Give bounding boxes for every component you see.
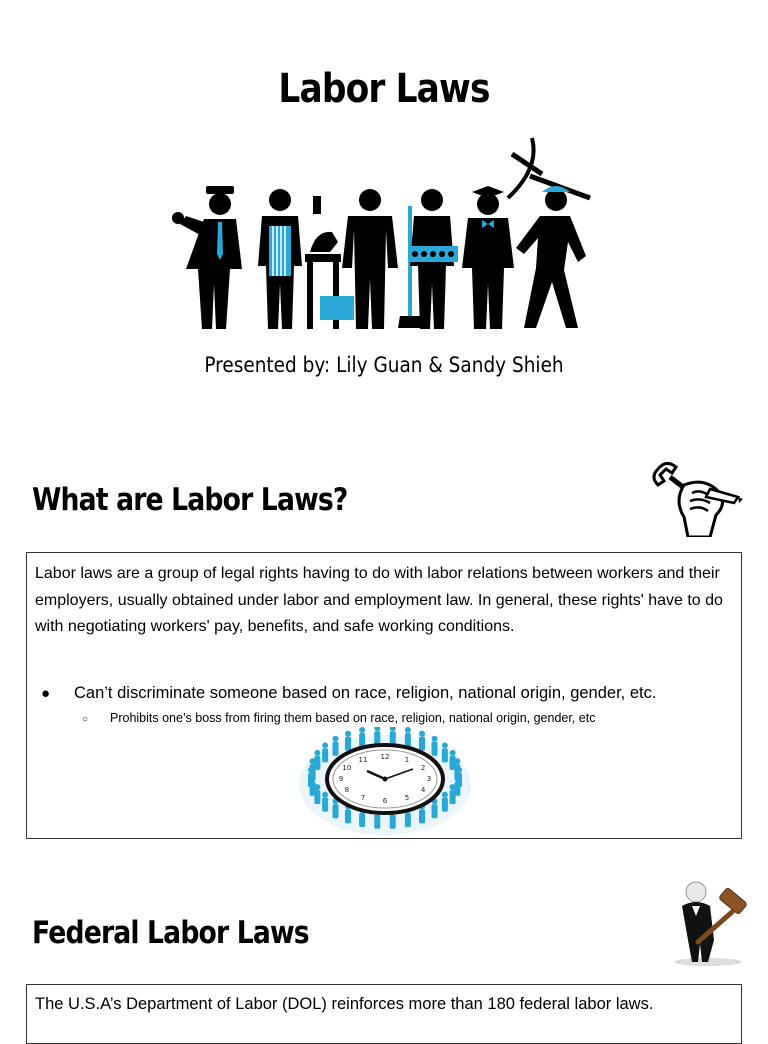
person-figure-head — [450, 784, 456, 790]
person-figure-body — [442, 748, 448, 762]
clock-numeral: 8 — [344, 786, 350, 794]
federal-laws-paragraph: The U.S.A’s Department of Labor (DOL) reinforces more than 180 federal labor laws. — [35, 995, 654, 1013]
clock-with-people-image — [297, 727, 473, 837]
what-are-labor-laws-box — [26, 552, 742, 839]
person-figure-head — [405, 727, 411, 733]
person-figure-body — [322, 798, 328, 812]
bullet-glyph: ● — [41, 685, 51, 702]
clock-numeral: 1 — [404, 755, 410, 764]
person-figure-body — [432, 742, 438, 756]
person-figure-head — [390, 727, 396, 731]
person-figure-body — [359, 733, 365, 747]
federal-labor-laws-box — [26, 984, 742, 1044]
judge-gavel-icon — [668, 880, 750, 968]
person-figure-head — [374, 727, 380, 731]
person-figure-body — [332, 804, 338, 818]
person-figure-head — [322, 742, 328, 748]
presenters-line: Presented by: Lily Guan & Sandy Shieh — [204, 353, 564, 377]
sub-bullet-glyph: ○ — [82, 714, 89, 725]
miner-worker-icon — [508, 138, 590, 328]
person-figure-head — [345, 731, 351, 737]
sub-bullet-text: Prohibits one’s boss from firing them based on race, religion, national origin, gender, etc — [110, 711, 596, 725]
person-figure-head — [432, 736, 438, 742]
wrench-fist-icon — [648, 455, 744, 537]
person-figure-head — [314, 750, 320, 756]
clock-numeral: 12 — [380, 753, 390, 761]
person-figure-head — [450, 750, 456, 756]
person-figure-body — [419, 737, 425, 751]
person-figure-body — [450, 790, 456, 804]
workers-illustration — [170, 134, 600, 329]
clock-numeral: 10 — [342, 764, 352, 772]
person-figure-head — [454, 758, 460, 764]
clock-numeral: 11 — [358, 755, 368, 764]
clock-numeral: 4 — [420, 786, 426, 794]
pilot-worker-icon — [172, 186, 242, 329]
person-figure-head — [442, 792, 448, 798]
person-figure-body — [405, 813, 411, 827]
person-figure-body — [432, 804, 438, 818]
person-figure-body — [374, 731, 380, 745]
person-figure-body — [390, 731, 396, 745]
person-figure-head — [419, 731, 425, 737]
section-heading-what-are-labor-laws: What are Labor Laws? — [32, 482, 348, 518]
clock-numeral: 5 — [404, 794, 410, 803]
person-figure-body — [454, 764, 460, 778]
person-figure-head — [359, 727, 365, 733]
graduate-worker-icon — [462, 186, 514, 329]
person-figure-body — [322, 748, 328, 762]
person-figure-body — [390, 815, 396, 829]
bullet-item — [39, 684, 656, 703]
section-heading-federal-labor-laws: Federal Labor Laws — [32, 915, 309, 951]
clock-numeral: 9 — [338, 775, 344, 783]
clock-numeral: 7 — [360, 794, 366, 803]
bullet-text: Can’t discriminate someone based on race, religion, national origin, gender, etc. — [74, 684, 657, 702]
person-figure-head — [322, 792, 328, 798]
person-figure-body — [314, 756, 320, 770]
person-figure-body — [345, 737, 351, 751]
person-figure-body — [442, 798, 448, 812]
person-figure-body — [405, 733, 411, 747]
person-figure-body — [374, 815, 380, 829]
janitor-worker-icon — [398, 189, 458, 329]
sub-bullet-item — [82, 711, 595, 725]
person-figure-body — [419, 809, 425, 823]
page-title: Labor Laws — [278, 66, 490, 112]
labor-laws-paragraph: Labor laws are a group of legal rights having to do with labor relations between workers and their employers, usually obtained under labor and employment law. In general, these rights' have to do with negotiating workers' pay, benefits, and safe working conditions. — [35, 565, 723, 635]
clock-numeral: 2 — [420, 764, 426, 772]
person-figure-body — [332, 742, 338, 756]
clock-numeral: 6 — [382, 797, 388, 805]
person-figure-head — [332, 736, 338, 742]
person-figure-head — [442, 742, 448, 748]
person-figure-body — [359, 813, 365, 827]
person-figure-body — [345, 809, 351, 823]
clock-numeral: 3 — [426, 775, 432, 783]
